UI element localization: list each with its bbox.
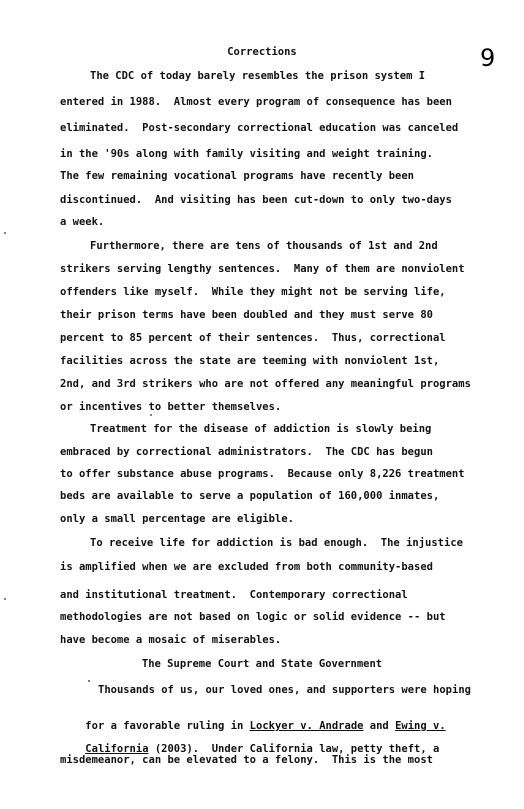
text-line: misdemeanor, can be elevated to a felony. This is the most xyxy=(60,754,433,766)
case-name-ewing: Ewing v. xyxy=(395,720,446,732)
text-line: The few remaining vocational programs have recently been xyxy=(60,170,415,182)
text-line: Furthermore, there are tens of thousands of 1st and 2nd xyxy=(90,240,438,252)
text-line: is amplified when we are excluded from both community-based xyxy=(60,561,433,573)
scan-speck xyxy=(88,680,90,682)
section-heading-corrections: Corrections xyxy=(227,46,297,58)
text-line: facilities across the state are teeming with nonviolent 1st, xyxy=(60,355,440,367)
text-line: embraced by correctional administrators. The CDC has begun xyxy=(60,446,433,458)
text-run: (2003). Under California law, petty theft, a xyxy=(148,743,440,755)
text-line: a week. xyxy=(60,216,105,228)
text-line: and institutional treatment. Contemporary correctional xyxy=(60,589,408,601)
text-line: have become a mosaic of miserables. xyxy=(60,634,282,646)
text-line: discontinued. And visiting has been cut-down to only two-days xyxy=(60,194,452,206)
page-number: 9 xyxy=(480,44,496,72)
text-run: for a favorable ruling in xyxy=(85,720,250,732)
text-line: 2nd, and 3rd strikers who are not offered any meaningful programs xyxy=(60,378,471,390)
text-line: Treatment for the disease of addiction is slowly being xyxy=(90,423,432,435)
text-line: percent to 85 percent of their sentences. Thus, correctional xyxy=(60,332,446,344)
text-line: only a small percentage are eligible. xyxy=(60,513,294,525)
text-line: their prison terms have been doubled and they must serve 80 xyxy=(60,309,433,321)
text-line: To receive life for addiction is bad enough. The injustice xyxy=(90,537,463,549)
text-line: The CDC of today barely resembles the prison system I xyxy=(90,70,426,82)
text-line: in the '90s along with family visiting and weight training. xyxy=(60,148,433,160)
text-line: offenders like myself. While they might not be serving life, xyxy=(60,286,446,298)
text-line: beds are available to serve a population of 160,000 inmates, xyxy=(60,490,440,502)
section-heading-supreme-court: The Supreme Court and State Government xyxy=(141,658,383,670)
case-name-ewing-cont: California xyxy=(85,743,149,755)
text-run: and xyxy=(363,720,396,732)
scan-speck xyxy=(4,598,6,600)
text-line: methodologies are not based on logic or solid evidence -- but xyxy=(60,611,446,623)
case-name-lockyer: Lockyer v. Andrade xyxy=(249,720,364,732)
text-line: Thousands of us, our loved ones, and supporters were hoping xyxy=(98,684,471,696)
text-line: eliminated. Post-secondary correctional education was canceled xyxy=(60,122,459,134)
text-line: to offer substance abuse programs. Because only 8,226 treatment xyxy=(60,468,465,480)
text-line: or incentives to better themselves. xyxy=(60,401,282,413)
scan-speck xyxy=(4,232,6,234)
text-line: entered in 1988. Almost every program of consequence has been xyxy=(60,96,452,108)
text-line: strikers serving lengthy sentences. Many of them are nonviolent xyxy=(60,263,465,275)
scan-speck xyxy=(150,414,152,416)
